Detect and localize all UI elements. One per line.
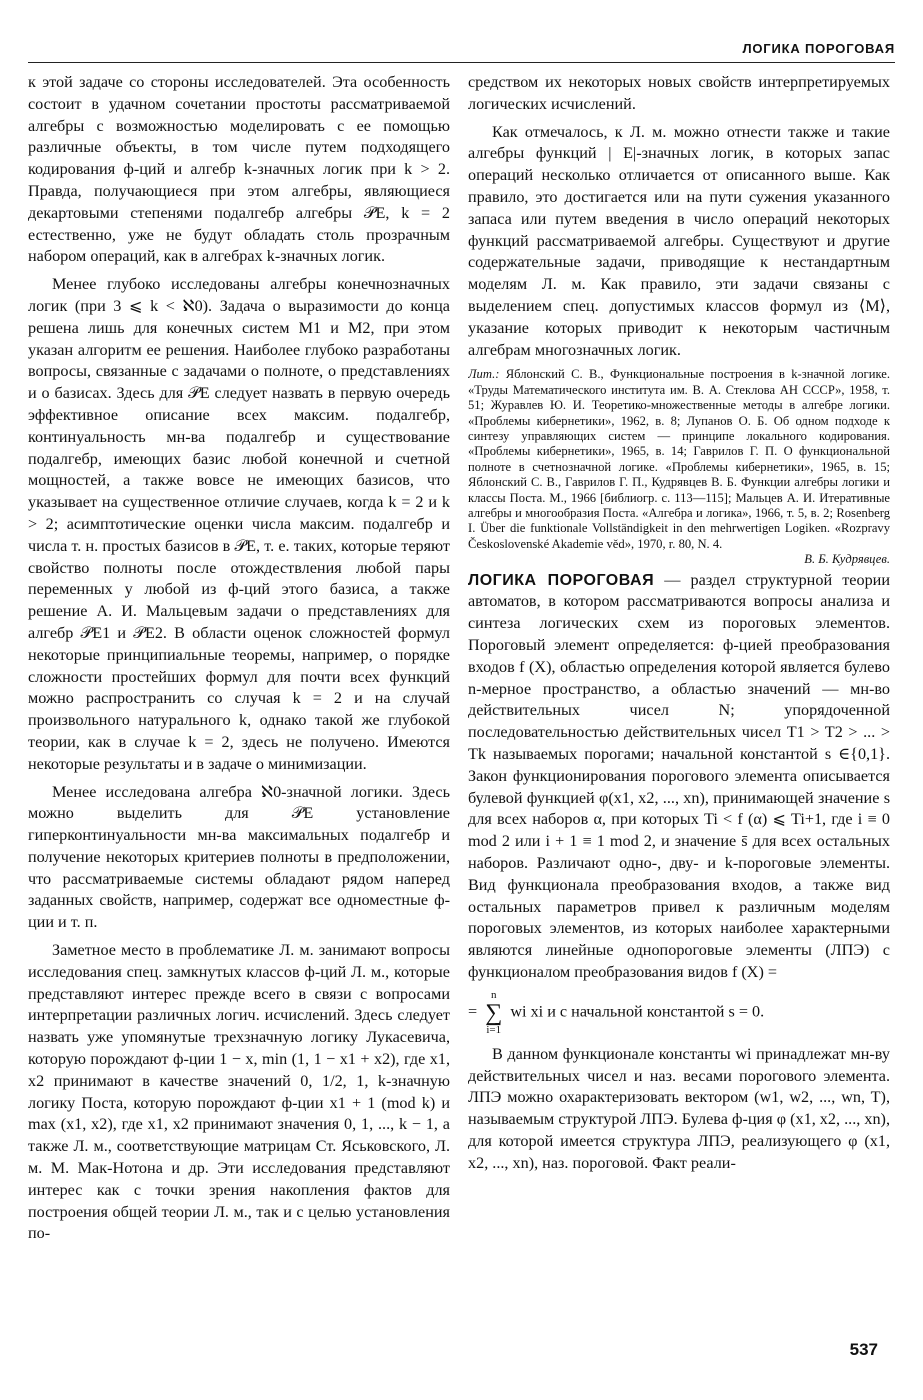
paragraph: Заметное место в проблематике Л. м. занимают вопросы исследования спец. замкнутых классов ф-ций Л. м., которые представляют интерес прежде всего в связи с вопросами интерпретации различных логич. исчислений. Здесь следует назвать уже упомянутые трехзначную логику Лукасевича, которую порождают ф-ции 1 − x, min (1, 1 − x1 + x2), где x1, x2 принимают в качестве значений 0, 1/2, 1, k-значную логику Поста, которую порождают ф-ции x1 + 1 (mod k) и max (x1, x2), где x1, x2 принимают значения 0, 1, ..., k − 1, а также Л. м., соответствующие матрицам Ст. Яськовского, Л. м. М. Мак-Нотона и др. Эти исследования представляют интерес как с точки зрения накопления фактов для построения общей теории Л. м., так и с целью установления по-: [28, 941, 450, 1243]
right-column: [468, 72, 890, 1337]
sum-symbol: ∑: [485, 999, 503, 1026]
sum-operator: [485, 990, 502, 1036]
literature-block: [468, 367, 890, 567]
paragraph: Менее глубоко исследованы алгебры конечнозначных логик (при 3 ⩽ k < ℵ0). Задача о выразимости до конца решена лишь для конечных систем M1 и M2, при этом указан алгоритм ее решения. Наиболее глубоко разработаны вопросы, связанные с задачами о полноте, о представлениях и о базисах. Здесь для 𝒫E следует назвать в первую очередь эффективное описание всех максим. подалгебр, континуальность мн-ва подалгебр и существование подалгебр, имеющих базис любой конечной и счетной мощностей, а также вовсе не имеющих базисов, что указывает на существенное отличие случаев, когда k = 2 и k > 2; асимптотические оценки числа максим. подалгебр и числа т. н. простых базисов в 𝒫E, т. е. таких, которые теряют свойство полноты после отождествления любой пары переменных у любой из ф-ций этого базиса, а также решение А. И. Мальцевым задачи о представлениях для алгебр 𝒫E1 и 𝒫E2. В области оценок сложностей формул некоторые принципиальные теоремы, например, о порядке сложности простейших формул для почти всех функций можно распространить со случая k = 2 и на случай произвольного натурального k, однако такой же глубокой теории, как в случае k = 2, здесь не получено. Имеются некоторые результаты и в задаче о минимизации.: [28, 275, 450, 773]
literature-label: Лит.:: [468, 367, 500, 382]
paragraph: Как отмечалось, к Л. м. можно отнести также и такие алгебры функций | E|-значных логик, в которых запас операций несколько отличается от описанного выше. Как правило, это достигается или на пути сужения указанного запаса или путем введения в число операций некоторых функций рассматриваемой алгебры. Существуют и другие содержательные задачи, приводящие к нестандартным моделям Л. м. Как правило, эти задачи связаны с выделением спец. допустимых классов формул из ⟨M⟩, указание которых приводит к некоторым частичным алгебрам многозначных логик.: [468, 122, 890, 359]
paragraph: Менее исследована алгебра ℵ0-значной логики. Здесь можно выделить для 𝒫E установление гиперконтинуальности мн-ва максимальных подалгебр и получение некоторых критериев полноты в предположении, что рассматриваемые системы обладают рядом наперед заданных свойств, например, содержат все одноместные ф-ции и т. п.: [28, 782, 450, 932]
paragraph: В данном функционале константы wi принадлежат мн-ву действительных чисел и наз. весами порогового элемента. ЛПЭ можно охарактеризовать вектором (w1, w2, ..., wn, T), называемым структурой ЛПЭ. Булева ф-ция φ (x1, x2, ..., xn), для которой имеется структура ЛПЭ, реализующего φ (x1, x2, ..., xn), наз. пороговой. Факт реали-: [468, 1044, 890, 1172]
formula: [468, 990, 890, 1036]
entry-title: ЛОГИКА ПОРОГОВАЯ: [468, 571, 655, 589]
entry-text: — раздел структурной теории автоматов, в котором рассматриваются вопросы анализа и синтеза логических схем из пороговых элементов. Пороговый элемент определяется: ф-цией преобразования входов f (X), областью определения которой является булево n-мерное пространство, а областью значений — мн-во действительных чисел N; упорядоченной последовательностью действительных чисел T1 > T2 > ... > Tk называемых порогами; начальной константой s ∈{0,1}. Закон функционирования порогового элемента описывается булевой функцией φ(x1, x2, ..., xn), принимающей значение s для всех наборов α, при которых Ti < f (α) ⩽ Ti+1, где i ≡ 0 mod 2 или i + 1 ≡ 1 mod 2, и значение s̄ для всех остальных наборов. Различают одно-, дву- и k-пороговые элементы. Вид функционала преобразования входов, а также вид остальных параметров привел к различным моделям пороговых элементов, из которых наиболее характерными являются линейные однопороговые элементы (ЛПЭ) с функционалом преобразования видов f (X) =: [468, 570, 890, 981]
paragraph: средством их некоторых новых свойств интерпретируемых логических исчислений.: [468, 73, 890, 113]
formula-body: wi xi и с начальной константой s = 0.: [510, 1002, 765, 1021]
running-head: [28, 38, 895, 63]
entry-paragraph: [468, 570, 890, 984]
formula-prefix: =: [468, 1002, 478, 1021]
sum-lower-limit: i=1: [486, 1023, 502, 1036]
article-author: В. Б. Кудрявцев.: [804, 552, 890, 567]
literature-text: Яблонский С. В., Функциональные построения в k-значной логике. «Труды Математического института им. В. А. Стеклова АН СССР», 1958, т. 51; Журавлев Ю. И. Теоретико-множественные методы в алгебре логики. «Проблемы кибернетики», 1962, в. 8; Лупанов О. Б. Об одном подходе к синтезу управляющих систем — принципе локального кодирования. «Проблемы кибернетики», 1965, в. 14; Гаврилов Г. П. О функциональной полноте в счетнозначной логике. «Проблемы кибернетики», 1965, в. 15; Яблонский С. В., Гаврилов Г. П., Кудрявцев В. Б. Функции алгебры логики и классы Поста. М., 1966 [библиогр. с. 113—115]; Мальцев А. И. Итеративные алгебры и многообразия Поста. «Алгебра и логика», 1966, т. 5, в. 2; Rosenberg I. Über die funktionale Vollständigkeit in den mehrwertigen Logiken. «Rozpravy Československé Akademie věd», 1970, r. 80, N. 4.: [468, 367, 890, 551]
left-column: [28, 72, 450, 1337]
page-number: 537: [849, 1340, 878, 1359]
sum-upper-limit: n: [490, 988, 497, 1001]
running-head-title: ЛОГИКА ПОРОГОВАЯ: [742, 41, 895, 56]
paragraph: к этой задаче со стороны исследователей. Эта особенность состоит в удачном сочетании простоты рассматриваемой алгебры с возможностью моделировать с ее помощью различные объекты, в том числе путем подходящего кодирования ф-ций и алгебр k-значных логик при k > 2. Правда, получающиеся при этом алгебры, являющиеся декартовыми степенями подалгебр алгебры 𝒫E, k = 2 естественно, уже не будут обладать столь прозрачным набором операций, как в алгебрах k-значных логик.: [28, 73, 450, 266]
